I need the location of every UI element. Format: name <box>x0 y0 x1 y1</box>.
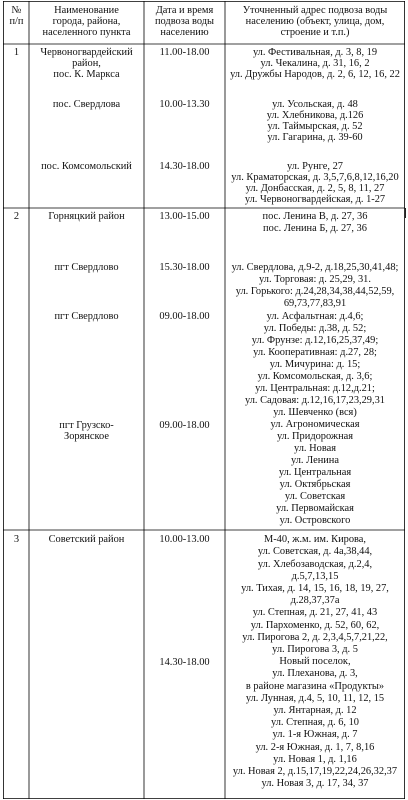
delivery-time: 13.00-15.00 <box>159 211 210 222</box>
locality-name: пос. К. Маркса <box>53 69 120 80</box>
locality-name: пгт Свердлово <box>54 311 119 322</box>
header-locality-line-3: населенного пункта <box>42 27 131 38</box>
header-schedule-line-3: населению <box>160 27 209 38</box>
address-line: ул. Шевченко (вся) <box>273 407 357 418</box>
address-line: ул. Краматорская, д. 3,5,7,6,8,12,16,20 <box>231 172 399 183</box>
address-line: ул. Комсомольская, д. 3,6; <box>257 371 373 382</box>
address-line: ул. Пирогова 3, д. 5 <box>272 644 358 655</box>
address-line: ул. Агрономическая <box>270 419 360 430</box>
water-delivery-document <box>3 1 405 799</box>
address-line: ул. Червоногвардейская, д. 1-27 <box>244 194 386 205</box>
address-line: ул. Советская, д. 4а,38,44, <box>257 546 373 557</box>
address-line: ул. Асфальтная: д.4,6; <box>266 311 364 322</box>
locality-name: Червоногвардейский <box>40 47 133 58</box>
address-line: пос. Ленина В, д. 27, 36 <box>262 211 368 222</box>
address-line: ул. Хлебникова, д.126 <box>266 110 364 121</box>
address-line: ул. Новая 3, д. 17, 34, 37 <box>261 778 369 789</box>
address-line: ул. Торговая: д. 25,29, 31. <box>259 274 371 285</box>
address-line: ул. Свердлова, д.9-2, д.18,25,30,41,48; <box>231 262 399 273</box>
locality-name: Советский район <box>48 534 125 545</box>
address-line: ул. Фрунзе: д.12,16,25,37,49; <box>251 335 379 346</box>
address-line: ул. Мичурина: д. 15; <box>269 359 361 370</box>
address-line: ул. Центральная: д.12,д.21; <box>255 383 375 394</box>
locality-name: пос. Свердлова <box>52 99 121 110</box>
address-line: ул. Новая <box>294 443 336 454</box>
locality-name: пгт Свердлово <box>54 262 119 273</box>
address-line: ул. Кооперативная: д.27, 28; <box>253 347 377 358</box>
address-line: ул. Горького: д.24,28,34,38,44,52,59, <box>235 286 395 297</box>
row-number: 1 <box>13 47 20 58</box>
address-line: ул. Рунге, 27 <box>287 161 343 172</box>
address-line: ул. Пархоменко, д. 52, 60, 62, <box>250 620 380 631</box>
delivery-time: 14.30-18.00 <box>159 657 210 668</box>
address-line: Новый поселок, <box>279 656 351 667</box>
address-line: пос. Ленина Б, д. 27, 36 <box>263 223 367 234</box>
delivery-time: 10.00-13.30 <box>159 99 210 110</box>
delivery-time: 10.00-13.00 <box>159 534 210 545</box>
address-line: ул. Придорожная <box>276 431 354 442</box>
address-line: ул. Хлебозаводская, д.2,4, <box>257 559 373 570</box>
address-line: ул. Янтарная, д. 12 <box>273 705 357 716</box>
address-line: ул. Фестивальная, д. 3, 8, 19 <box>252 47 378 58</box>
delivery-time: 09.00-18.00 <box>159 420 210 431</box>
address-line: ул. Победы: д.38, д. 52; <box>263 323 367 334</box>
address-line: ул. Первомайская <box>276 503 354 514</box>
address-line: ул. 1-я Южная, д. 7 <box>272 729 358 740</box>
address-line: ул. Тихая, д. 14, 15, 16, 18, 19, 27, <box>241 583 389 594</box>
address-line: д.28,37,37а <box>290 595 340 606</box>
address-line: ул. Садовая: д.12,16,17,23,29,31 <box>244 395 385 406</box>
address-line: ул. Дружбы Народов, д. 2, 6, 12, 16, 22 <box>230 69 400 80</box>
address-line: 69,73,77,83,91 <box>283 298 347 309</box>
locality-name: пгт Грузско- <box>59 420 114 431</box>
address-line: ул. Ленина <box>290 455 339 466</box>
address-line: ул. Гагарина, д. 39-60 <box>267 132 363 143</box>
row-number: 2 <box>13 211 20 222</box>
address-line: ул. Новая 2, д.15,17,19,22,24,26,32,37 <box>232 766 398 777</box>
address-line: д.5,7,13,15 <box>291 571 339 582</box>
address-line: ул. Степная, д. 6, 10 <box>270 717 360 728</box>
row-number: 3 <box>13 534 20 545</box>
address-line: ул. Чекалина, д. 31, 16, 2 <box>260 58 370 69</box>
address-line: ул. Советская <box>284 491 346 502</box>
header-schedule-line-2: подвоза воды <box>154 16 215 27</box>
delivery-time: 11.00-18.00 <box>159 47 210 58</box>
address-line: в районе магазина «Продукты» <box>245 681 385 692</box>
address-line: ул. Таймырская, д. 52 <box>267 121 363 132</box>
header-schedule-line-1: Дата и время <box>155 5 214 16</box>
header-num-line-1: № <box>11 5 22 16</box>
header-num-line-2: п/п <box>9 16 24 27</box>
header-address-line-2: населению (объект, улица, дом, <box>245 16 385 27</box>
delivery-time: 09.00-18.00 <box>159 311 210 322</box>
locality-name: район, <box>72 58 101 69</box>
address-line: ул. 2-я Южная, д. 1, 7, 8,16 <box>255 742 375 753</box>
header-locality-line-2: города, района, <box>52 16 121 27</box>
address-line: ул. Октябрьская <box>279 479 351 490</box>
address-line: ул. Донбасская, д. 2, 5, 8, 11, 27 <box>245 183 385 194</box>
address-line: ул. Новая 1, д. 1,16 <box>273 754 357 765</box>
address-line: ул. Плеханова, д. 3, <box>272 668 358 679</box>
text-cursor-mark <box>405 208 406 218</box>
header-locality-line-1: Наименование <box>54 5 119 16</box>
address-line: ул. Степная, д. 21, 27, 41, 43 <box>252 607 378 618</box>
header-address-line-3: строение и т.п.) <box>280 27 350 38</box>
address-line: ул. Пирогова 2, д. 2,3,4,5,7,21,22, <box>242 632 388 643</box>
address-line: ул. Лунная, д.4, 5, 10, 11, 12, 15 <box>245 693 385 704</box>
address-line: ул. Центральная <box>278 467 352 478</box>
locality-name: пос. Комсомольский <box>41 161 132 172</box>
address-line: ул. Усольская, д. 48 <box>272 99 358 110</box>
delivery-time: 15.30-18.00 <box>159 262 210 273</box>
locality-name: Зорянское <box>63 431 109 442</box>
delivery-time: 14.30-18.00 <box>159 161 210 172</box>
address-line: М-40, ж.м. им. Кирова, <box>263 534 367 545</box>
address-line: ул. Островского <box>279 515 351 526</box>
locality-name: Горняцкий район <box>48 211 125 222</box>
header-address-line-1: Уточненный адрес подвоза воды <box>242 5 388 16</box>
